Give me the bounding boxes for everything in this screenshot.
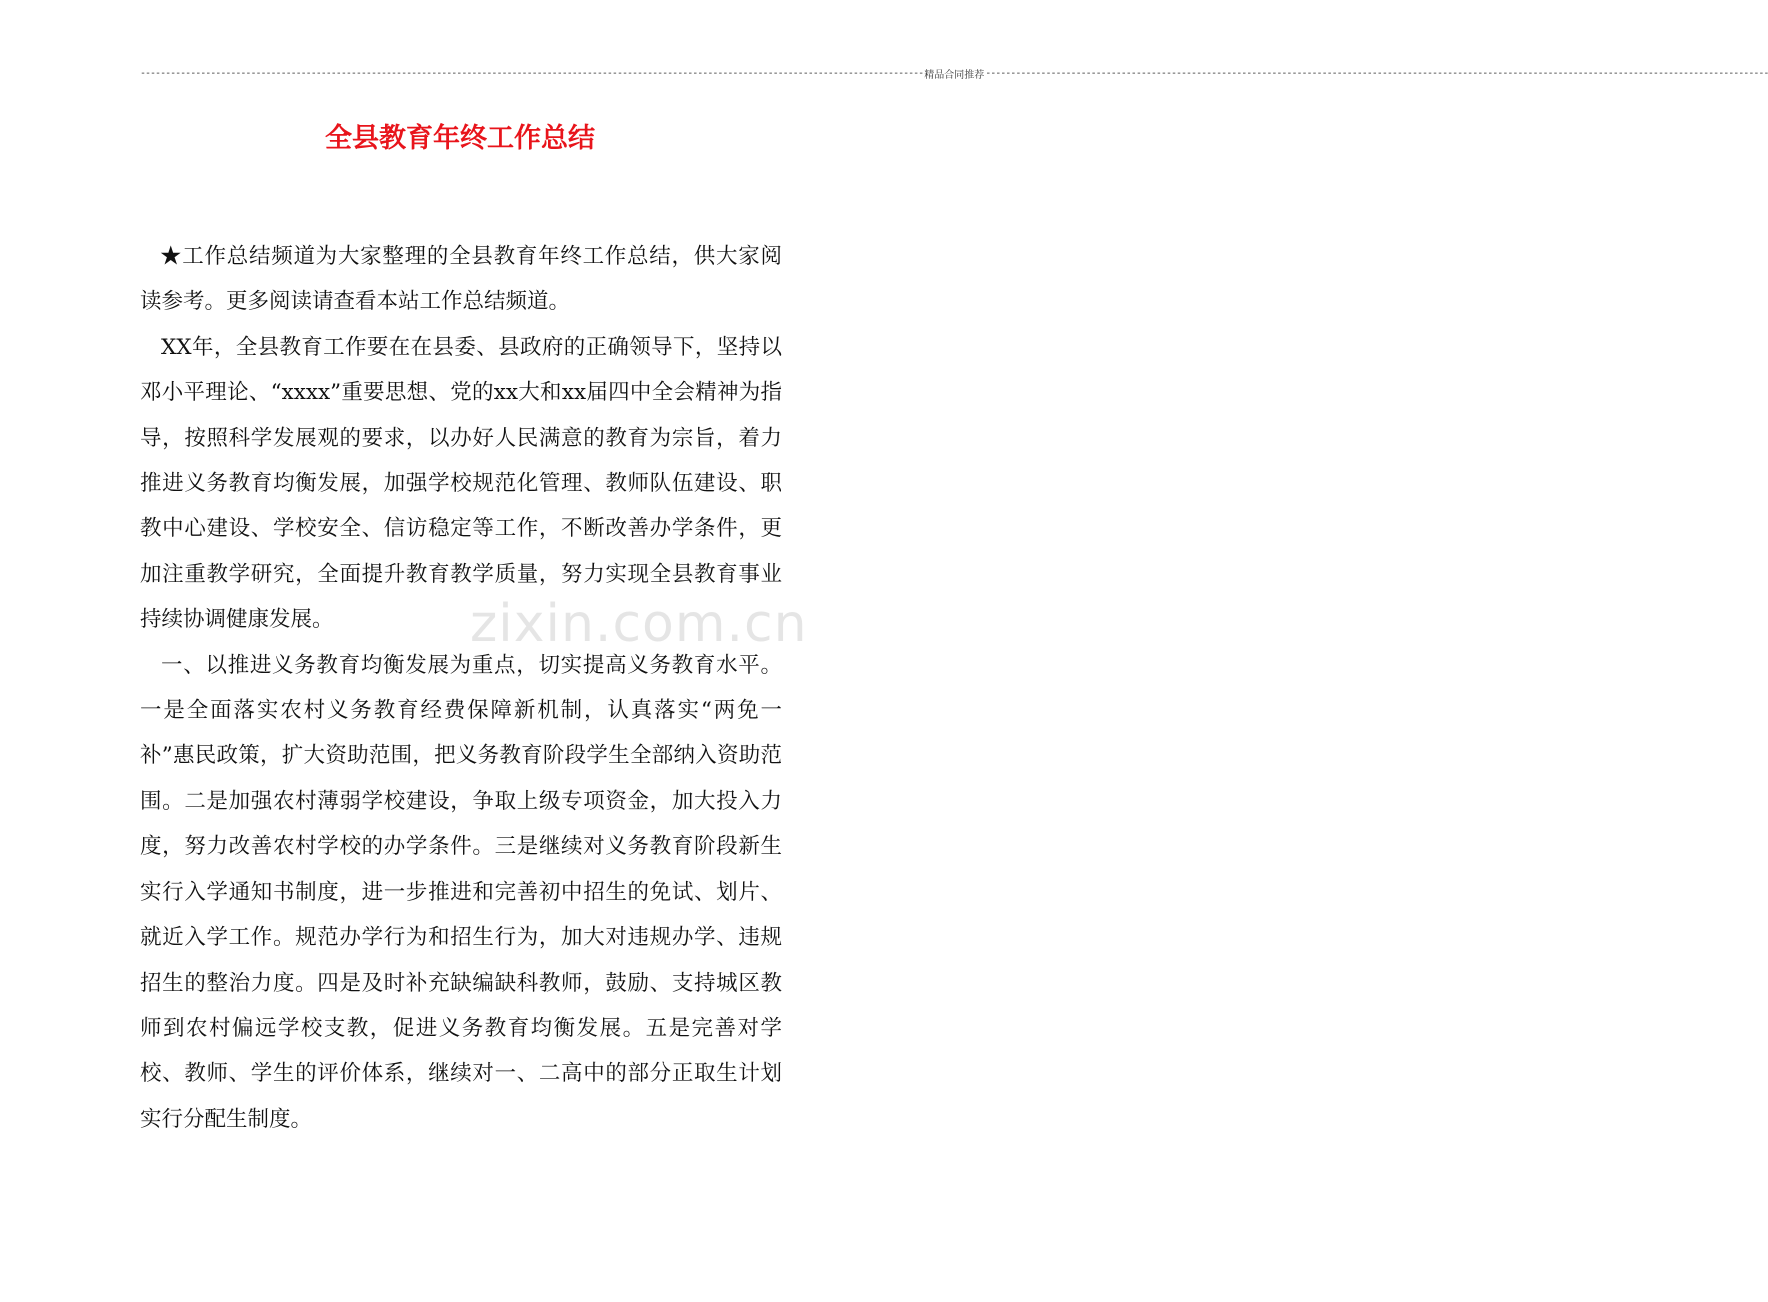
header-rule-left: ------------------------------------------------------------------------------------------------------------------------------------------------------------: [140, 68, 924, 79]
watermark: zixin.com.cn: [470, 594, 808, 654]
header-label: 精品合同推荐: [924, 70, 985, 81]
paragraph-overview: XX年，全县教育工作要在在县委、县政府的正确领导下，坚持以邓小平理论、“xxxx”重要思想、党的xx大和xx届四中全会精神为指导，按照科学发展观的要求，以办好人民满意的教育为宗旨，着力推进义务教育均衡发展，加强学校规范化管理、教师队伍建设、职教中心建设、学校安全、信访稳定等工作，不断改善办学条件，更加注重教学研究，全面提升教育教学质量，努力实现全县教育事业持续协调健康发展。: [140, 334, 782, 633]
paragraph-intro: ★工作总结频道为大家整理的全县教育年终工作总结，供大家阅读参考。更多阅读请查看本站工作总结频道。: [140, 244, 782, 315]
page-header: [140, 66, 1768, 81]
paragraph-section-one: 一、以推进义务教育均衡发展为重点，切实提高义务教育水平。一是全面落实农村义务教育经费保障新机制，认真落实“两免一补”惠民政策，扩大资助范围，把义务教育阶段学生全部纳入资助范围。二是加强农村薄弱学校建设，争取上级专项资金，加大投入力度，努力改善农村学校的办学条件。三是继续对义务教育阶段新生实行入学通知书制度，进一步推进和完善初中招生的免试、划片、就近入学工作。规范办学行为和招生行为，加大对违规办学、违规招生的整治力度。四是及时补充缺编缺科教师，鼓励、支持城区教师到农村偏远学校支教，促进义务教育均衡发展。五是完善对学校、教师、学生的评价体系，继续对一、二高中的部分正取生计划实行分配生制度。: [140, 652, 782, 1132]
document-title: 全县教育年终工作总结: [325, 123, 595, 154]
header-rule-right: ------------------------------------------------------------------------------------------------------------------------------------------------------------: [985, 68, 1768, 79]
document-body: [140, 234, 782, 1142]
